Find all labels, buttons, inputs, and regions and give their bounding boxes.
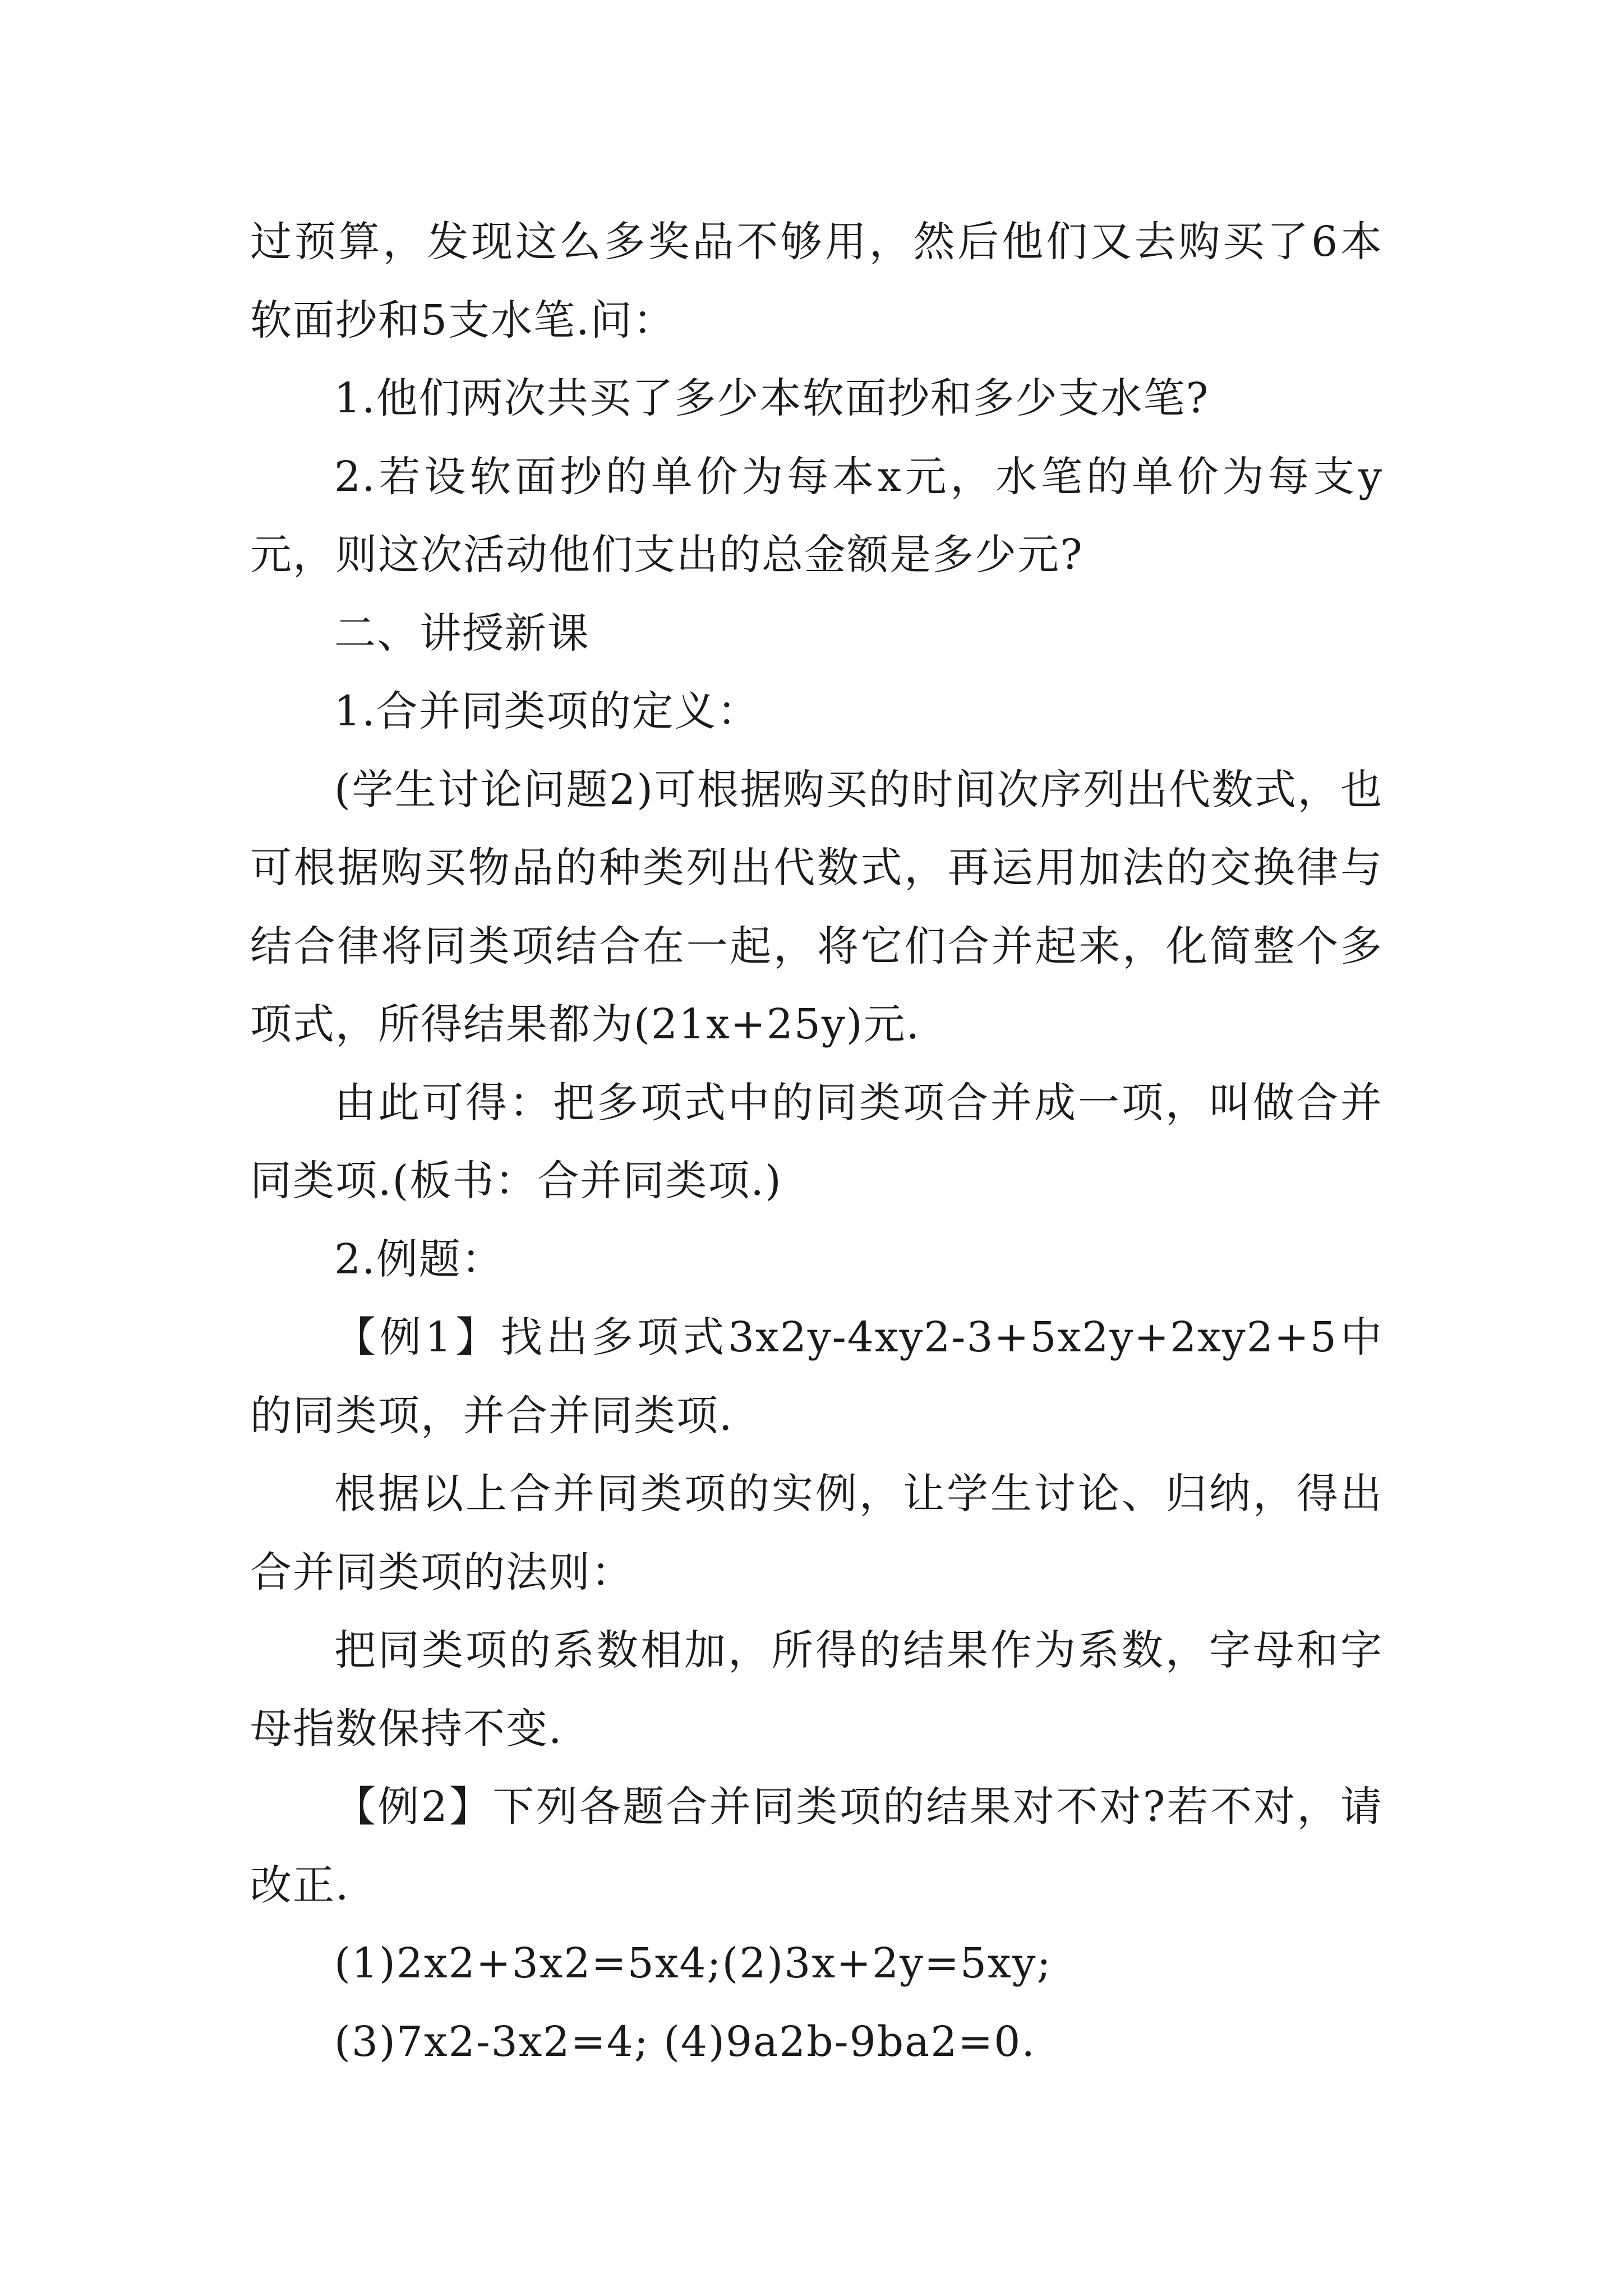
paragraph-definition: 由此可得：把多项式中的同类项合并成一项，叫做合并同类项.(板书：合并同类项.) <box>250 1078 1383 1205</box>
example-2-items-a: (1)2x2+3x2=5x4;(2)3x+2y=5xy; <box>334 1939 1052 1987</box>
body-text <box>250 203 1383 2081</box>
example-2: 【例2】下列各题合并同类项的结果对不对?若不对，请改正. <box>250 1783 1383 1910</box>
paragraph-discussion: (学生讨论问题2)可根据购买的时间次序列出代数式，也可根据购买物品的种类列出代数式，再运用加法的交换律与结合律将同类项结合在一起，将它们合并起来，化简整个多项式，所得结果都为(21x+25y)元. <box>250 765 1383 1048</box>
paragraph-continuation: 过预算，发现这么多奖品不够用，然后他们又去购买了6本软面抄和5支水笔.问： <box>250 218 1383 344</box>
section-heading-new-lesson: 二、讲授新课 <box>334 609 590 657</box>
subheading-examples: 2.例题： <box>334 1235 504 1283</box>
paragraph-rule: 把同类项的系数相加，所得的结果作为系数，字母和字母指数保持不变. <box>250 1626 1383 1753</box>
example-1: 【例1】找出多项式3x2y-4xy2-3+5x2y+2xy2+5中的同类项，并合并同类项. <box>250 1313 1383 1440</box>
paragraph-rule-intro: 根据以上合并同类项的实例，让学生讨论、归纳，得出合并同类项的法则： <box>250 1470 1383 1596</box>
example-2-items-b: (3)7x2-3x2=4; (4)9a2b-9ba2=0. <box>334 2017 1036 2066</box>
subheading-definition: 1.合并同类项的定义： <box>334 687 760 735</box>
question-2: 2.若设软面抄的单价为每本x元，水笔的单价为每支y元，则这次活动他们支出的总金额是多少元? <box>250 452 1383 579</box>
question-1: 1.他们两次共买了多少本软面抄和多少支水笔? <box>334 374 1210 422</box>
